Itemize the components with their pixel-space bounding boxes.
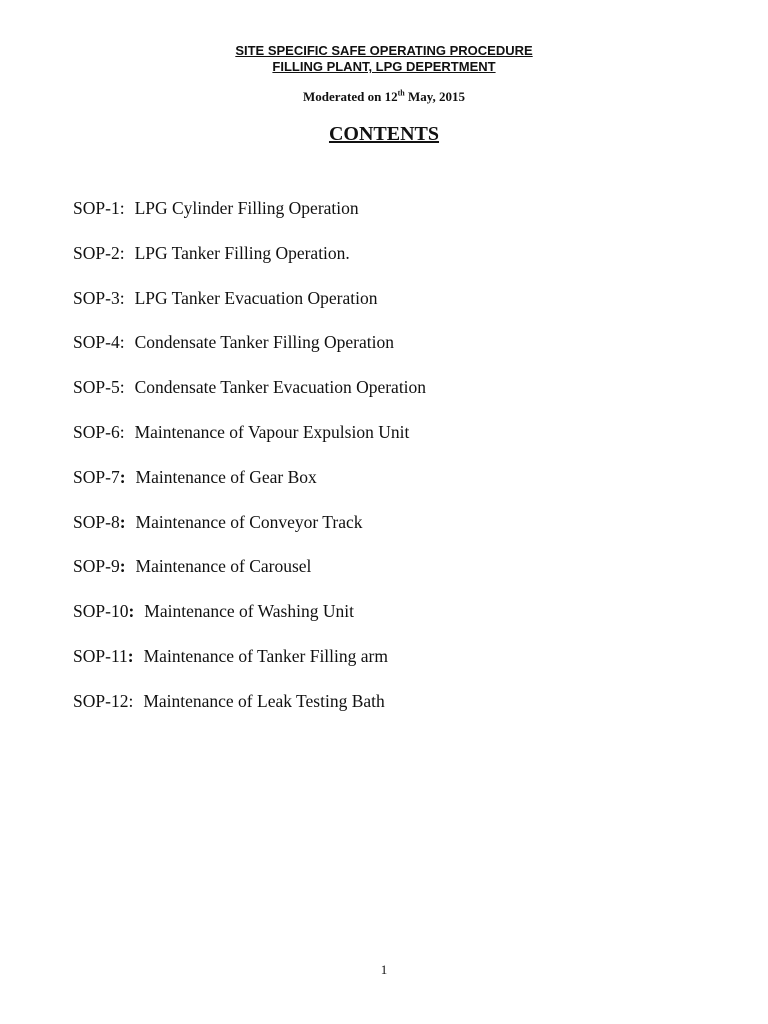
toc-item-sop-11 [73, 644, 426, 668]
toc-colon: : [119, 287, 125, 308]
page-number: 1 [380, 962, 388, 977]
contents-title: CONTENTS [328, 123, 440, 145]
toc-prefix: SOP- [73, 601, 111, 622]
toc-item-sop-12 [73, 689, 426, 713]
table-of-contents [73, 196, 426, 734]
toc-number: 1 [110, 198, 120, 218]
toc-colon: : [119, 466, 126, 487]
toc-number: 11 [110, 645, 128, 666]
toc-title: Maintenance of Carousel [135, 556, 312, 577]
toc-prefix: SOP- [73, 645, 111, 666]
toc-colon: : [119, 421, 125, 442]
toc-prefix: SOP- [73, 242, 111, 263]
toc-title: LPG Tanker Evacuation Operation [134, 287, 378, 308]
toc-item-sop-8 [73, 510, 426, 534]
toc-prefix: SOP- [73, 287, 111, 308]
toc-title: Maintenance of Vapour Expulsion Unit [134, 421, 410, 442]
toc-number: 12 [110, 690, 129, 711]
toc-prefix: SOP- [73, 198, 111, 218]
document-header [0, 43, 768, 75]
header-line-1: SITE SPECIFIC SAFE OPERATING PROCEDURE [235, 43, 533, 58]
toc-colon: : [119, 377, 125, 398]
toc-number: 5 [110, 377, 120, 398]
toc-item-sop-6 [73, 420, 426, 444]
moderated-date [0, 89, 768, 105]
toc-colon: : [128, 601, 135, 622]
moderated-superscript: th [397, 88, 405, 98]
toc-title: Condensate Tanker Evacuation Operation [134, 377, 427, 398]
toc-item-sop-5 [73, 375, 426, 399]
moderated-prefix: Moderated on 12 [302, 89, 398, 104]
toc-item-sop-7 [73, 465, 426, 489]
toc-title: Maintenance of Gear Box [135, 466, 317, 487]
toc-prefix: SOP- [73, 511, 111, 532]
toc-number: 2 [110, 242, 120, 263]
toc-number: 4 [110, 332, 120, 353]
toc-prefix: SOP- [73, 690, 111, 711]
toc-prefix: SOP- [73, 556, 111, 577]
toc-title: LPG Tanker Filling Operation. [134, 242, 350, 263]
toc-number: 6 [110, 421, 120, 442]
toc-number: 9 [110, 556, 120, 577]
toc-item-sop-9 [73, 554, 426, 578]
toc-number: 3 [110, 287, 120, 308]
toc-colon: : [119, 556, 126, 577]
toc-colon: : [119, 242, 125, 263]
toc-item-sop-1 [73, 196, 426, 220]
toc-colon: : [119, 332, 125, 353]
toc-title: Condensate Tanker Filling Operation [134, 332, 395, 353]
toc-title: Maintenance of Washing Unit [144, 601, 354, 622]
toc-title: Maintenance of Tanker Filling arm [143, 645, 388, 666]
toc-number: 10 [110, 601, 129, 622]
toc-colon: : [119, 198, 125, 218]
toc-colon: : [127, 645, 134, 666]
toc-title: LPG Cylinder Filling Operation [134, 198, 359, 218]
toc-colon: : [128, 690, 134, 711]
toc-item-sop-10 [73, 599, 426, 623]
toc-prefix: SOP- [73, 421, 111, 442]
toc-number: 7 [110, 466, 120, 487]
toc-item-sop-3 [73, 286, 426, 310]
toc-prefix: SOP- [73, 332, 111, 353]
toc-item-sop-2 [73, 241, 426, 265]
toc-title: Maintenance of Conveyor Track [135, 511, 363, 532]
toc-prefix: SOP- [73, 466, 111, 487]
toc-colon: : [119, 511, 126, 532]
toc-number: 8 [110, 511, 120, 532]
moderated-suffix: May, 2015 [404, 89, 466, 104]
toc-item-sop-4 [73, 330, 426, 354]
toc-title: Maintenance of Leak Testing Bath [143, 690, 385, 711]
toc-prefix: SOP- [73, 377, 111, 398]
header-line-2: FILLING PLANT, LPG DEPERTMENT [272, 59, 496, 74]
